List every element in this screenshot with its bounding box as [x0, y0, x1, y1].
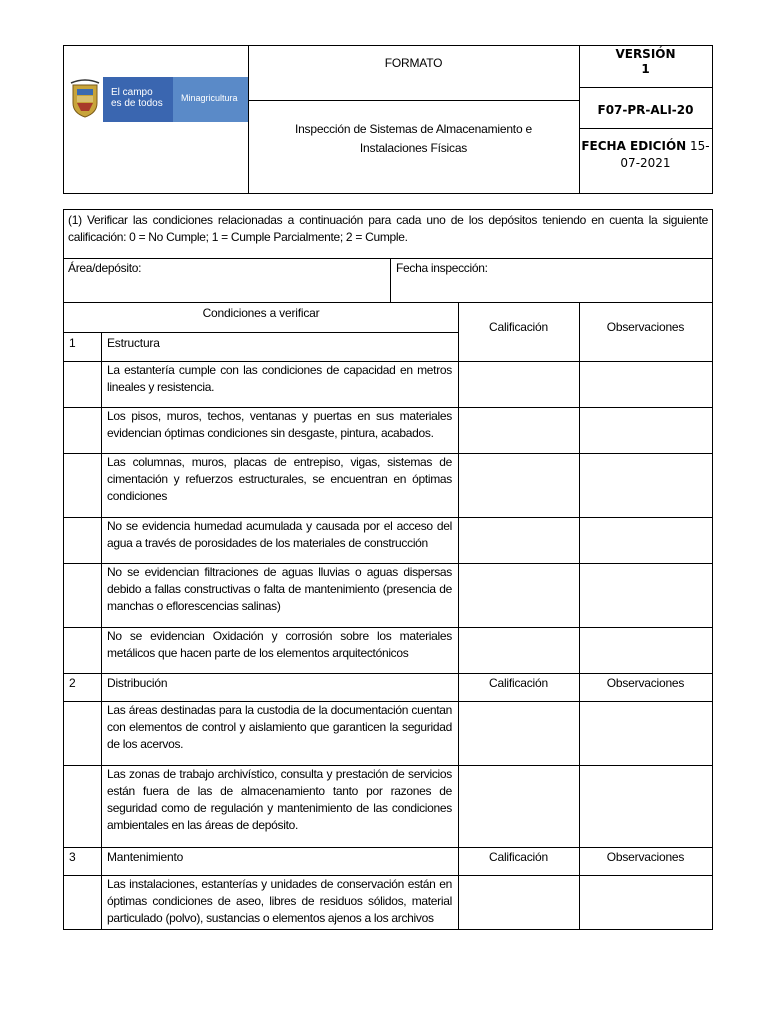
list-item: No se evidencia humedad acumulada y causada por el acceso del agua a través de porosidades de los materiales de construcción — [107, 519, 452, 550]
intro-text: (1) Verificar las condiciones relacionadas a continuación para cada uno de los depósitos teniendo en cuenta la siguiente calificación: 0 = No Cumple; 1 = Cumple Parcialmente; 2 = Cumple. — [68, 213, 708, 244]
list-item: No se evidencian filtraciones de aguas lluvias o aguas dispersas debido a fallas constructivas o falta de mantenimiento (presencia de manchas o eflorescencias salinas) — [107, 565, 452, 613]
list-item: Las zonas de trabajo archivístico, consulta y prestación de servicios están fuera de las de almacenamiento tanto por razones de seguridad como de regulación y mantenimiento de las condiciones ambientales en las áreas de depósito. — [107, 767, 452, 832]
section-title: Mantenimiento — [107, 850, 184, 864]
document-header — [63, 45, 713, 194]
edition-date: FECHA EDICIÓN 15- 07-2021 — [581, 139, 710, 170]
minagricultura-logo — [67, 77, 248, 122]
fecha-inspeccion-label: Fecha inspección: — [396, 261, 488, 275]
section-title: Distribución — [107, 676, 168, 690]
list-item: No se evidencian Oxidación y corrosión sobre los materiales metálicos que hacen parte de los elementos arquitectónicos — [107, 629, 452, 660]
document-title: Inspección de Sistemas de Almacenamiento e Instalaciones Físicas — [294, 122, 533, 155]
calificacion-header: Calificación — [489, 676, 548, 690]
section-title: Estructura — [107, 336, 160, 350]
list-item: La estantería cumple con las condiciones de capacidad en metros lineales y resistencia. — [107, 363, 452, 394]
formato-label: FORMATO — [384, 56, 443, 70]
list-item: Los pisos, muros, techos, ventanas y puertas en sus materiales evidencian óptimas condiciones sin desgaste, pintura, acabados. — [107, 409, 452, 440]
list-item: Las columnas, muros, placas de entrepiso, vigas, sistemas de cimentación y refuerzos estructurales, se encuentran en óptimas condiciones — [107, 455, 452, 503]
logo-ministry-name: Minagricultura — [173, 77, 248, 122]
condiciones-header: Condiciones a verificar — [202, 306, 320, 320]
list-item: Las áreas destinadas para la custodia de la documentación cuentan con elementos de control y aislamiento que garanticen la seguridad de los acervos. — [107, 703, 452, 751]
calificacion-header: Calificación — [489, 850, 548, 864]
colombia-shield-icon — [67, 77, 103, 122]
list-item: Las instalaciones, estanterías y unidades de conservación están en óptimas condiciones de aseo, libres de residuos sólidos, material particulado (polvo), sustancias o elementos ajenos a los archivos — [107, 877, 452, 925]
observaciones-header: Observaciones — [606, 676, 685, 690]
observaciones-header: Observaciones — [606, 850, 685, 864]
area-deposito-label: Área/depósito: — [68, 261, 142, 275]
section-number: 1 — [69, 336, 76, 350]
version-block: VERSIÓN 1 — [615, 47, 676, 76]
inspection-table — [63, 209, 713, 930]
document-code: F07-PR-ALI-20 — [597, 103, 694, 117]
section-number: 3 — [69, 850, 76, 864]
logo-slogan: El campo es de todos — [103, 77, 173, 122]
observaciones-header: Observaciones — [606, 320, 685, 334]
section-number: 2 — [69, 676, 76, 690]
calificacion-header: Calificación — [489, 320, 548, 334]
